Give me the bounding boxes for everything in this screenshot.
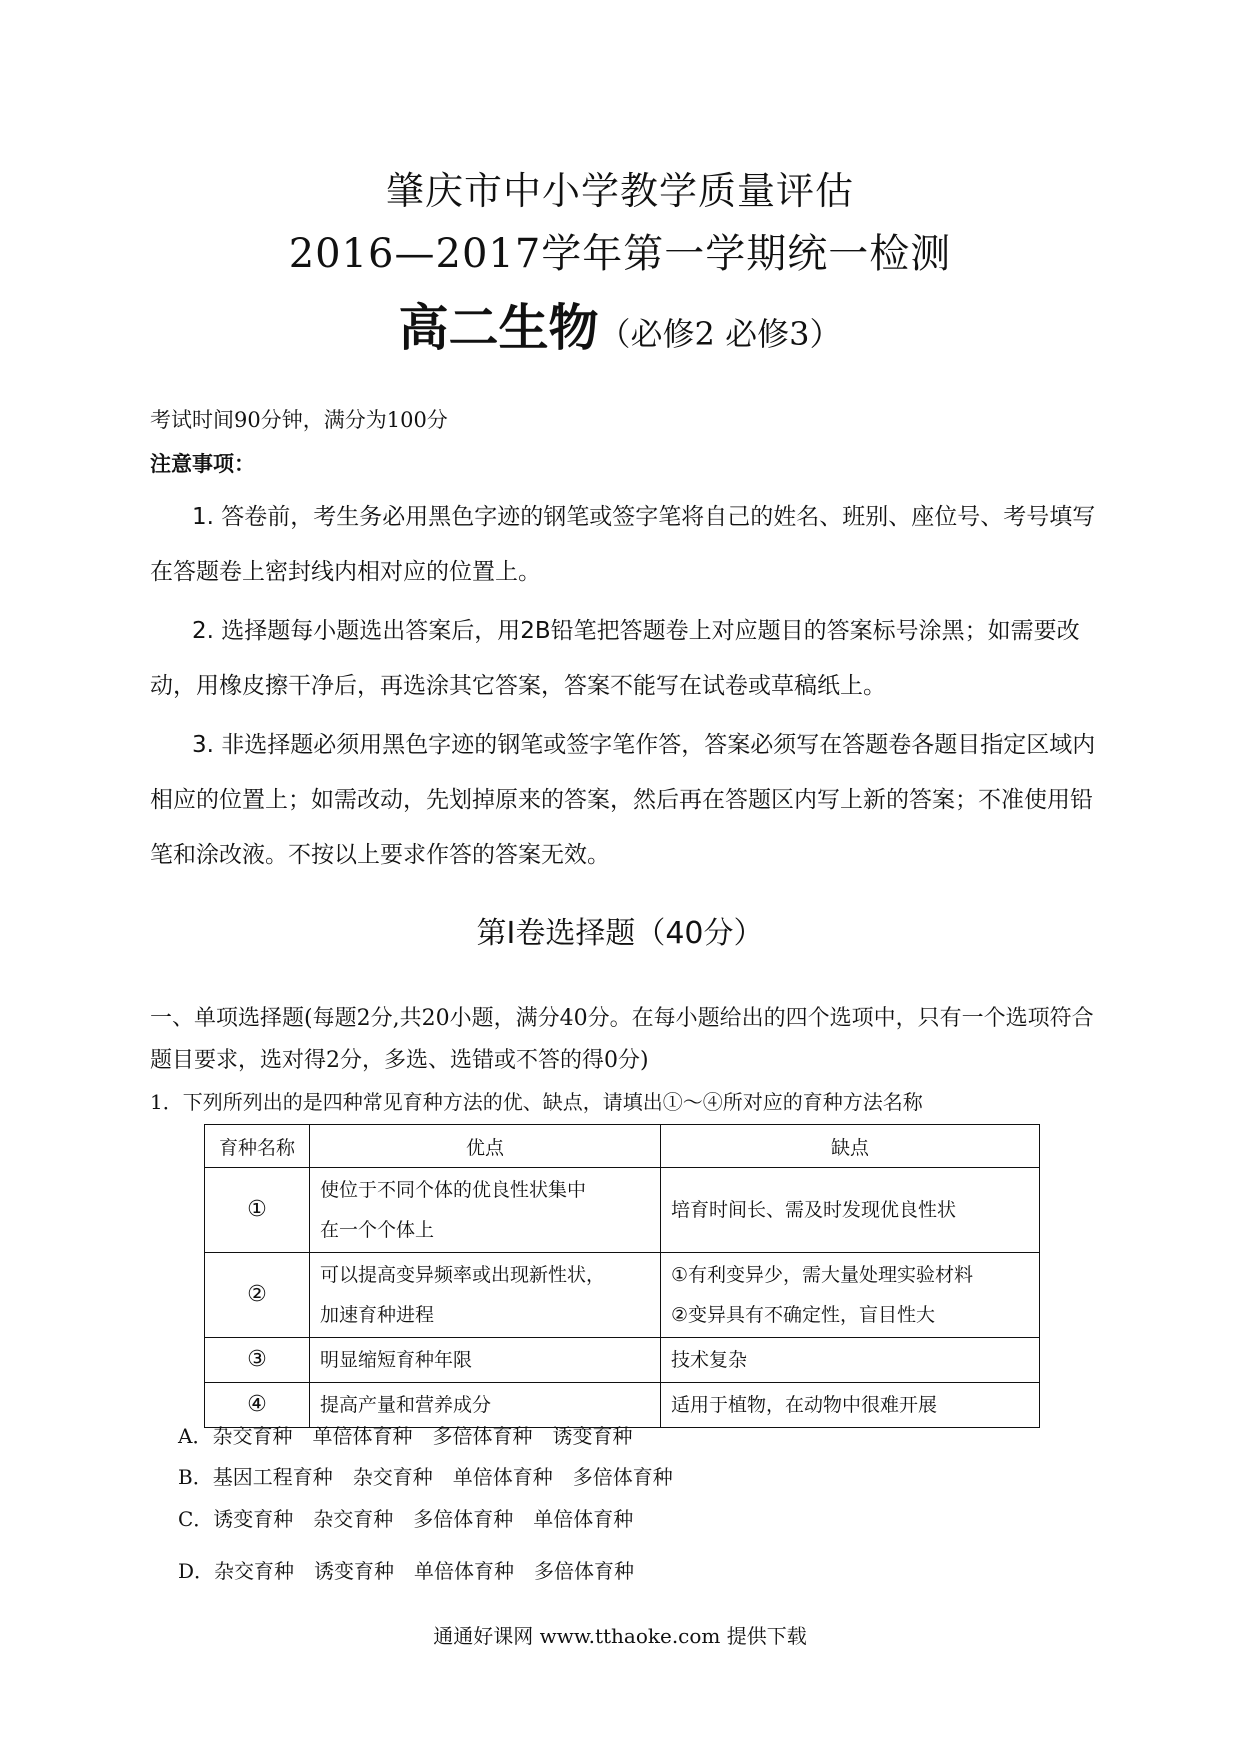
disadvantage-cell: 培育时间长、需及时发现优良性状 <box>661 1168 1040 1253</box>
breeding-methods-table <box>204 1124 1040 1428</box>
method-number: ③ <box>205 1338 310 1383</box>
notice-heading: 注意事项： <box>150 452 255 476</box>
question-1-stem: 1．下列所列出的是四种常见育种方法的优、缺点，请填出①～④所对应的育种方法名称 <box>150 1090 923 1114</box>
subject-title <box>0 288 1240 360</box>
advantage-cell: 使位于不同个体的优良性状集中 在一个个体上 <box>310 1168 661 1253</box>
subject-name: 高二生物 <box>398 298 599 357</box>
column-header: 育种名称 <box>205 1125 310 1168</box>
part-heading: 一、单项选择题(每题2分,共20小题，满分40分。在每小题给出的四个选项中，只有一个选项符合题目要求，选对得2分，多选、选错或不答的得0分) <box>150 1006 1094 1073</box>
table-header-row <box>205 1125 1040 1168</box>
subject-note: （必修2 必修3） <box>598 315 842 353</box>
option-b: B．基因工程育种 杂交育种 单倍体育种 多倍体育种 <box>178 1465 673 1489</box>
disadvantage-cell: 适用于植物，在动物中很难开展 <box>661 1383 1040 1428</box>
section-title: 第Ⅰ卷选择题（40分） <box>476 916 764 951</box>
option-d: D．杂交育种 诱变育种 单倍体育种 多倍体育种 <box>178 1559 635 1583</box>
advantage-cell: 可以提高变异频率或出现新性状， 加速育种进程 <box>310 1253 661 1338</box>
disadvantage-cell: 技术复杂 <box>661 1338 1040 1383</box>
option-c: C．诱变育种 杂交育种 多倍体育种 单倍体育种 <box>178 1507 634 1531</box>
table-row <box>205 1338 1040 1383</box>
advantage-cell: 明显缩短育种年限 <box>310 1338 661 1383</box>
exam-info: 考试时间90分钟，满分为100分 <box>150 408 448 432</box>
notice-item-3: 3. 非选择题必须用黑色字迹的钢笔或签字笔作答，答案必须写在答题卷各题目指定区域内相应的位置上；如需改动，先划掉原来的答案，然后再在答题区内写上新的答案；不准使用铅笔和涂改液。不按以上要求作答的答案无效。 <box>150 732 1096 868</box>
disadvantage-cell: ①有利变异少，需大量处理实验材料 ②变异具有不确定性，盲目性大 <box>661 1253 1040 1338</box>
column-header: 优点 <box>310 1125 661 1168</box>
notice-item-2: 2. 选择题每小题选出答案后，用2B铅笔把答题卷上对应题目的答案标号涂黑；如需要改动，用橡皮擦干净后，再选涂其它答案，答案不能写在试卷或草稿纸上。 <box>150 618 1080 699</box>
notice-item-1: 1. 答卷前，考生务必用黑色字迹的钢笔或签字笔将自己的姓名、班别、座位号、考号填写在答题卷上密封线内相对应的位置上。 <box>150 504 1096 585</box>
method-number: ② <box>205 1253 310 1338</box>
title-line2: 2016—2017学年第一学期统一检测 <box>288 231 952 277</box>
method-number: ① <box>205 1168 310 1253</box>
option-a: A．杂交育种 单倍体育种 多倍体育种 诱变育种 <box>178 1424 633 1448</box>
table-row <box>205 1168 1040 1253</box>
footer-source: 通通好课网 www.tthaoke.com 提供下载 <box>433 1624 807 1648</box>
advantage-cell: 提高产量和营养成分 <box>310 1383 661 1428</box>
title-line1: 肇庆市中小学教学质量评估 <box>385 169 854 213</box>
method-number: ④ <box>205 1383 310 1428</box>
table-row <box>205 1253 1040 1338</box>
column-header: 缺点 <box>661 1125 1040 1168</box>
